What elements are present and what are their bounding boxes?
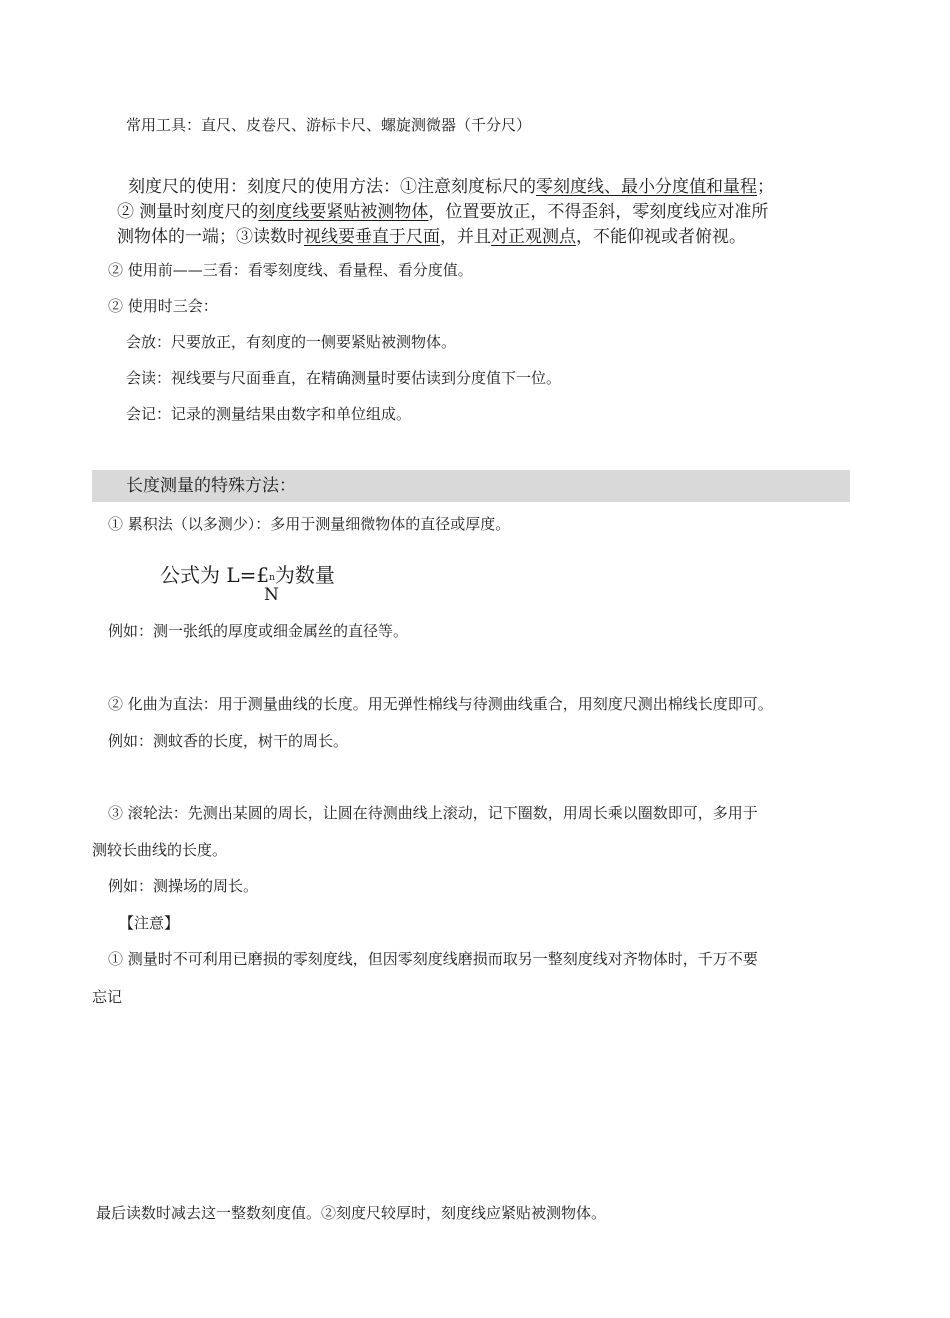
method-1-line: ① 累积法（以多测少）：多用于测量细微物体的直径或厚度。 — [108, 515, 511, 533]
text: ，位置要放正，不得歪斜，零刻度线应对准所 — [428, 202, 769, 222]
note-label: 【注意】 — [119, 914, 180, 932]
before-use-line: ② 使用前——三看：看零刻度线、看量程、看分度值。 — [108, 261, 473, 279]
text: 刻度尺的使用：刻度尺的使用方法：①注意刻度标尺的 — [128, 177, 536, 197]
method-3-line-1: ③ 滚轮法：先测出某圆的周长，让圆在待测曲线上滚动，记下圈数，用周长乘以圈数即可，多用于 — [108, 804, 758, 822]
underlined-text: 对正观测点 — [491, 227, 576, 247]
note-1-line-1: ① 测量时不可利用已磨损的零刻度线，但因零刻度线磨损而取另一整刻度线对齐物体时，千万不要 — [108, 950, 758, 968]
method-3-line-2: 测较长曲线的长度。 — [92, 841, 228, 859]
text: ，并且 — [440, 227, 491, 247]
method-2-line: ② 化曲为直法：用于测量曲线的长度。用无弹性棉线与待测曲线重合，用刻度尺测出棉线长度即可。 — [108, 695, 773, 713]
text: ② 测量时刻度尺的 — [117, 202, 259, 222]
underlined-text: 零刻度线、最小分度值和量程 — [536, 177, 757, 197]
example-3-line: 例如：测操场的周长。 — [108, 877, 259, 895]
formula-small-text: n — [269, 573, 275, 583]
last-line: 最后读数时减去这一整数刻度值。②刻度尺较厚时，刻度线应紧贴被测物体。 — [96, 1204, 607, 1222]
formula — [160, 565, 335, 585]
text: ，不能仰视或者俯视。 — [576, 227, 746, 247]
hui-du-line: 会读：视线要与尺面垂直，在精确测量时要估读到分度值下一位。 — [126, 369, 562, 387]
text: 测物体的一端；③读数时 — [117, 227, 304, 247]
note-1-line-2: 忘记 — [92, 988, 123, 1006]
ruler-usage-line-3 — [117, 229, 746, 246]
text: ； — [757, 177, 774, 197]
section-heading: 长度测量的特殊方法： — [126, 476, 296, 496]
during-use-line: ② 使用时三会： — [108, 297, 218, 315]
example-1-line: 例如：测一张纸的厚度或细金属丝的直径等。 — [108, 622, 409, 640]
example-2-line: 例如：测蚊香的长度，树干的周长。 — [108, 732, 349, 750]
underlined-text: 视线要垂直于尺面 — [304, 227, 440, 247]
hui-ji-line: 会记：记录的测量结果由数字和单位组成。 — [126, 405, 412, 423]
formula-denominator: N — [264, 585, 279, 605]
ruler-usage-line-2 — [117, 204, 768, 221]
ruler-usage-line-1 — [128, 179, 774, 196]
underlined-text: 刻度线要紧贴被测物体 — [258, 202, 429, 222]
hui-fang-line: 会放：尺要放正，有刻度的一侧要紧贴被测物体。 — [126, 333, 457, 351]
formula-text: 为数量 — [274, 563, 335, 587]
formula-text: 公式为 L=£ — [160, 563, 270, 587]
common-tools-line: 常用工具：直尺、皮卷尺、游标卡尺、螺旋测微器（千分尺） — [126, 116, 532, 134]
